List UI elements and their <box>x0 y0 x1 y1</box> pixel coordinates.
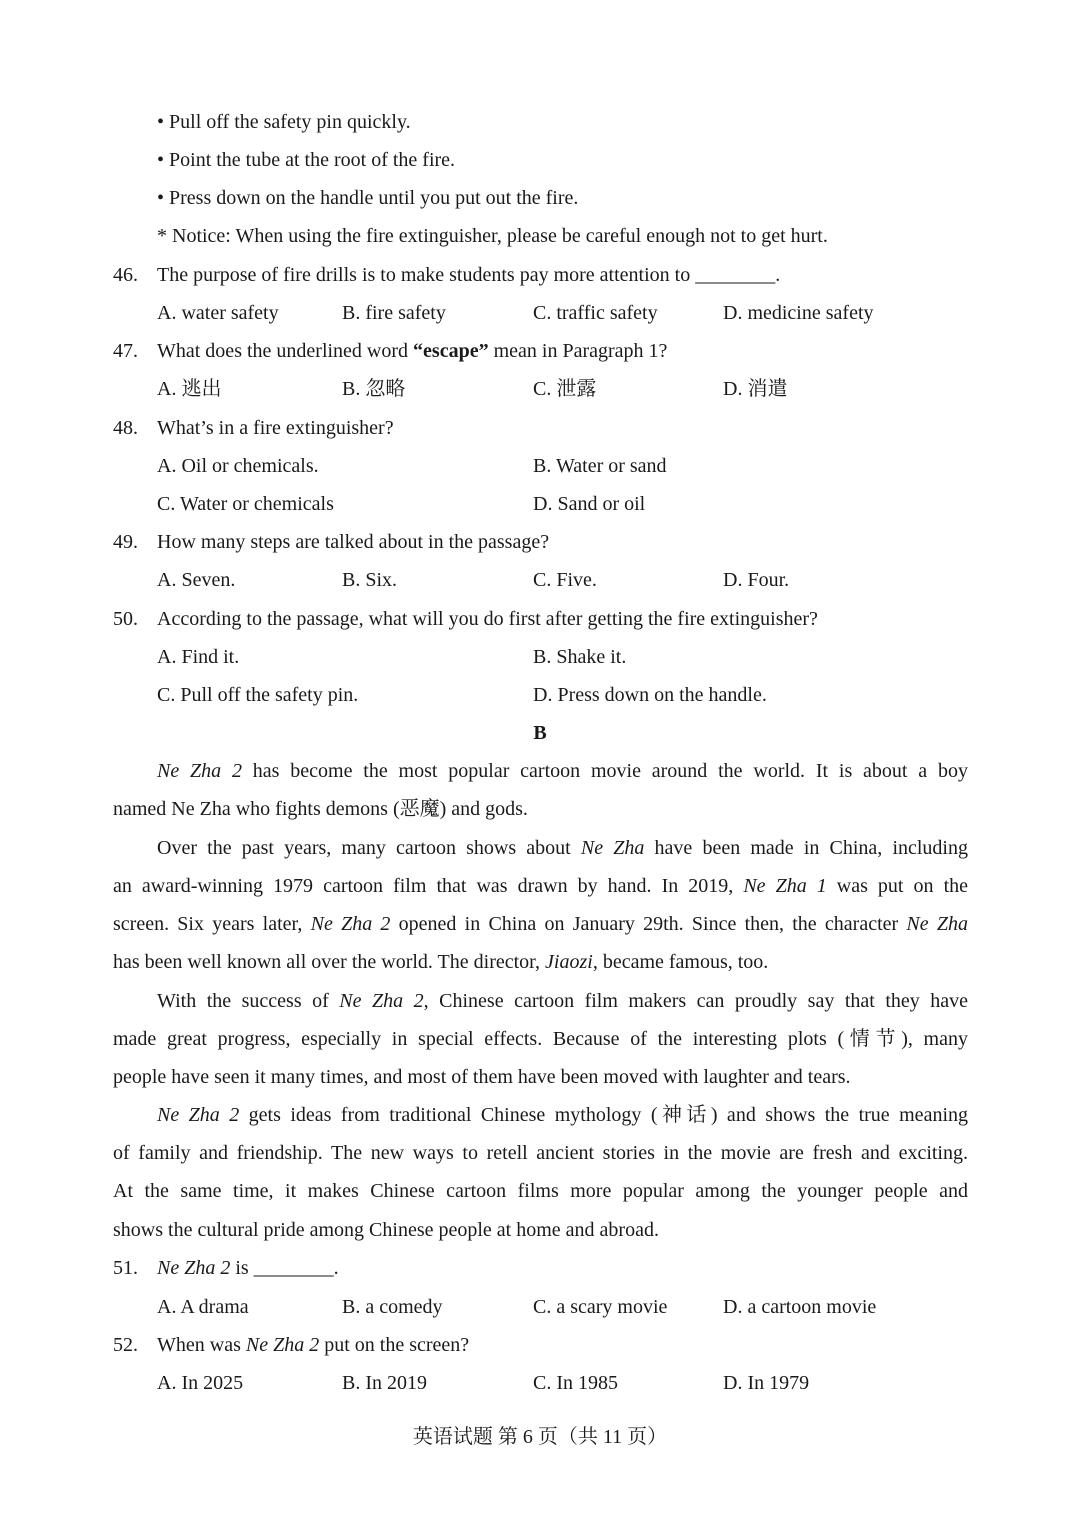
paragraph-line <box>157 1096 968 1134</box>
option: A. In 2025 <box>157 1372 244 1394</box>
paragraph-text: was put on the <box>826 875 968 897</box>
option: C. 泄露 <box>533 378 597 400</box>
question-number: 49. <box>113 531 138 553</box>
option: A. Oil or chemicals. <box>157 455 319 477</box>
paragraph-text: has become the most popular cartoon movie around the world. It is about a boy <box>241 760 968 782</box>
option: D. In 1979 <box>723 1372 810 1394</box>
option: A. Seven. <box>157 569 236 591</box>
question-text: What’s in a fire extinguisher? <box>157 417 394 439</box>
movie-title: Ne Zha 2 <box>339 990 424 1012</box>
option: D. Press down on the handle. <box>533 684 767 706</box>
paragraph-line: shows the cultural pride among Chinese people at home and abroad. <box>113 1219 659 1241</box>
option: C. traffic safety <box>533 302 658 324</box>
paragraph-line <box>157 829 968 867</box>
option: A. A drama <box>157 1296 249 1318</box>
question-number: 50. <box>113 608 138 630</box>
option: A. Find it. <box>157 646 240 668</box>
paragraph-text: screen. Six years later, <box>113 913 311 935</box>
option: A. 逃出 <box>157 378 222 400</box>
option: D. Sand or oil <box>533 493 646 515</box>
paragraph-text: gets ideas from traditional Chinese mythology (神话) and shows the true meaning <box>239 1104 968 1126</box>
paragraph-line <box>157 982 968 1020</box>
section-heading: B <box>533 722 547 744</box>
paragraph-line: people have seen it many times, and most of them have been moved with laughter and tears. <box>113 1066 851 1088</box>
paragraph-line: made great progress, especially in special effects. Because of the interesting plots (情节), many <box>113 1028 968 1050</box>
movie-title: Ne Zha 2 <box>245 1334 320 1356</box>
paragraph-text: an award-winning 1979 cartoon film that was drawn by hand. In 2019, <box>113 875 744 897</box>
paragraph-text: , became famous, too. <box>592 951 769 973</box>
bullet-text: Pull off the safety pin quickly. <box>169 111 411 133</box>
question-text: How many steps are talked about in the passage? <box>157 531 550 553</box>
paragraph-line: named Ne Zha who fights demons (恶魔) and gods. <box>113 798 528 820</box>
option: D. a cartoon movie <box>723 1296 877 1318</box>
option: B. Shake it. <box>533 646 627 668</box>
option: A. water safety <box>157 302 279 324</box>
paragraph-text: have been made in China, including <box>644 837 968 859</box>
question-text-part: What does the underlined word <box>157 340 414 362</box>
question-text-part: is ________. <box>230 1257 339 1279</box>
paragraph-line <box>157 752 968 790</box>
option: D. medicine safety <box>723 302 874 324</box>
bullet-line: • Pull off the safety pin quickly. <box>157 111 411 133</box>
movie-title: Ne Zha 2 <box>157 1104 240 1126</box>
option: C. Water or chemicals <box>157 493 334 515</box>
question-number: 47. <box>113 340 138 362</box>
question-text <box>157 1249 339 1287</box>
bullet-text: Press down on the handle until you put out the fire. <box>169 187 579 209</box>
question-number: 46. <box>113 264 138 286</box>
bullet-line: • Press down on the handle until you put out the fire. <box>157 187 579 209</box>
movie-title: Ne Zha 2 <box>310 913 391 935</box>
option: C. a scary movie <box>533 1296 668 1318</box>
option: C. Five. <box>533 569 597 591</box>
page-footer: 英语试题 第 6 页（共 11 页） <box>412 1426 668 1448</box>
paragraph-text: opened in China on January 29th. Since then, the character <box>390 913 907 935</box>
option: D. 消遣 <box>723 378 788 400</box>
option: B. a comedy <box>342 1296 443 1318</box>
key-word: “escape” <box>413 340 489 362</box>
paragraph-text: has been well known all over the world. The director, <box>113 951 546 973</box>
paragraph-line <box>113 943 768 981</box>
bullet-text: Point the tube at the root of the fire. <box>169 149 456 171</box>
option: B. In 2019 <box>342 1372 427 1394</box>
question-text: According to the passage, what will you do first after getting the fire extinguisher? <box>157 608 818 630</box>
character-name: Ne Zha <box>906 913 968 935</box>
question-number: 52. <box>113 1334 138 1356</box>
movie-title: Ne Zha 2 <box>157 1257 231 1279</box>
option: B. 忽略 <box>342 378 406 400</box>
option: C. In 1985 <box>533 1372 618 1394</box>
movie-title: Ne Zha 2 <box>157 760 242 782</box>
director-name: Jiaozi <box>545 951 593 973</box>
movie-title: Ne Zha <box>580 837 645 859</box>
paragraph-text: Over the past years, many cartoon shows about <box>157 837 581 859</box>
question-text <box>157 332 667 370</box>
paragraph-text: With the success of <box>157 990 340 1012</box>
option: D. Four. <box>723 569 790 591</box>
question-text <box>157 1326 469 1364</box>
question-text-part: mean in Paragraph 1? <box>488 340 668 362</box>
option: B. fire safety <box>342 302 446 324</box>
paragraph-line <box>113 905 968 943</box>
notice-text: * Notice: When using the fire extinguisher, please be careful enough not to get hurt. <box>157 225 828 247</box>
paragraph-line <box>113 867 968 905</box>
question-text-part: When was <box>157 1334 246 1356</box>
paragraph-line: of family and friendship. The new ways to retell ancient stories in the movie are fresh and exciting. <box>113 1142 968 1164</box>
option: C. Pull off the safety pin. <box>157 684 359 706</box>
movie-title: Ne Zha 1 <box>743 875 827 897</box>
question-number: 51. <box>113 1257 138 1279</box>
bullet-line: • Point the tube at the root of the fire. <box>157 149 456 171</box>
question-number: 48. <box>113 417 138 439</box>
question-text-part: put on the screen? <box>319 1334 470 1356</box>
option: B. Water or sand <box>533 455 667 477</box>
question-text: The purpose of fire drills is to make students pay more attention to ________. <box>157 264 781 286</box>
option: B. Six. <box>342 569 398 591</box>
paragraph-text: , Chinese cartoon film makers can proudly say that they have <box>423 990 969 1012</box>
paragraph-line: At the same time, it makes Chinese cartoon films more popular among the younger people and <box>113 1180 968 1202</box>
